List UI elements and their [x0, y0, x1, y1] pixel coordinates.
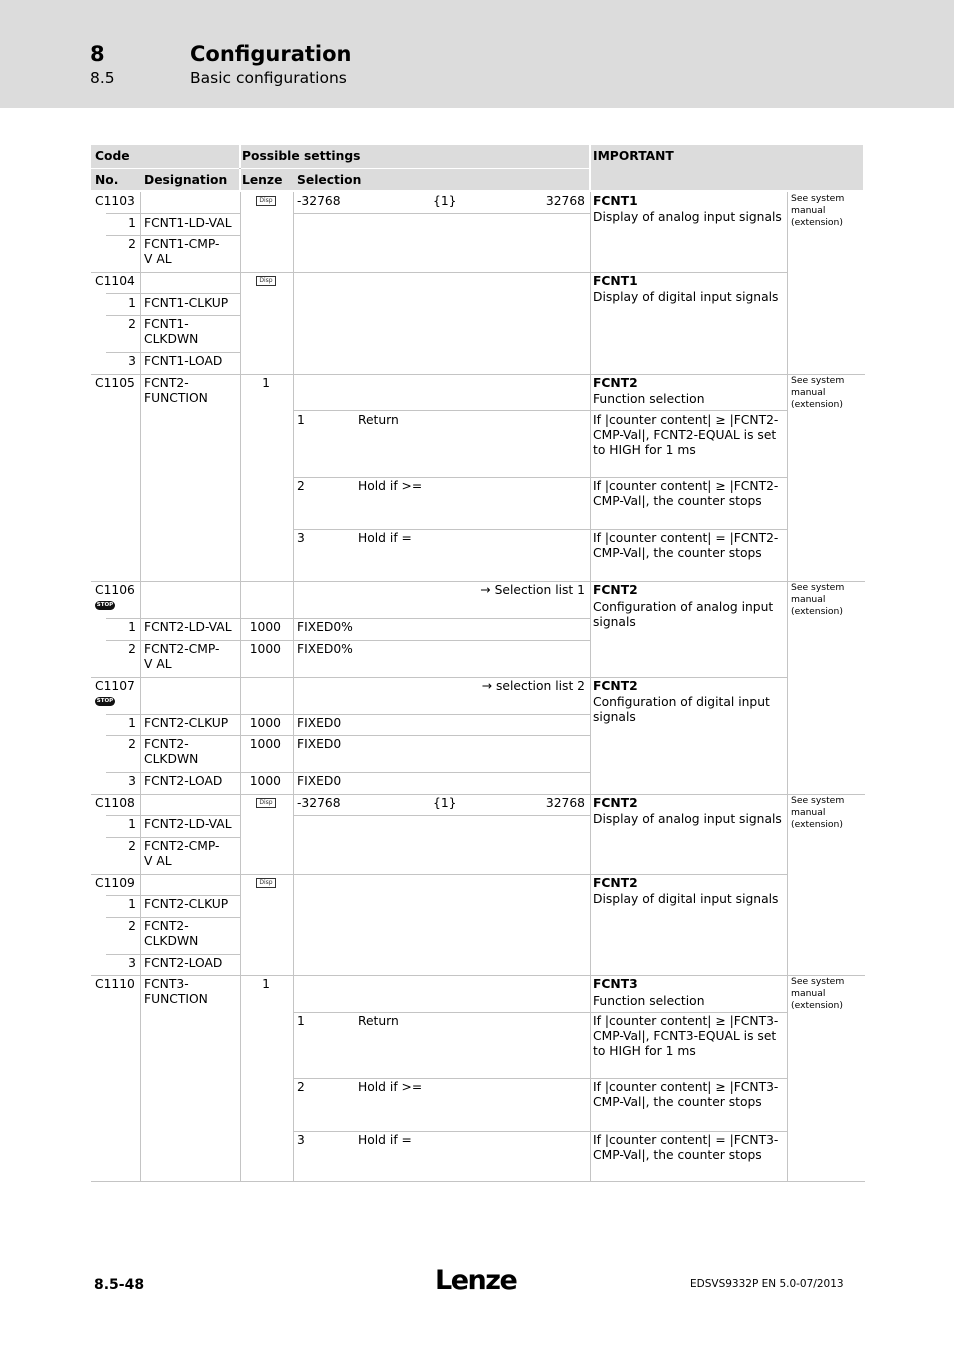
col-header-selection: Selection [297, 173, 362, 187]
important-text: Display of analog input signals [593, 210, 782, 224]
code-c1104: C1104 [95, 274, 135, 288]
important-title: FCNT3 [593, 977, 638, 991]
option-label: Return [358, 413, 399, 427]
chapter-number: 8 [90, 42, 105, 66]
sub-no: 1 [128, 296, 136, 310]
selection-value: FIXED0 [297, 774, 342, 788]
sub-designation: FCNT2-LD-VAL [144, 620, 232, 634]
col-header-no: No. [95, 173, 119, 187]
important-title: FCNT1 [593, 194, 638, 208]
col-header-code: Code [95, 149, 130, 163]
row-divider [106, 815, 240, 816]
row-divider [91, 874, 787, 875]
important-text: Function selection [593, 392, 705, 406]
stop-icon: STOP [96, 602, 114, 608]
row-divider [91, 975, 865, 976]
sub-designation: FCNT1-LD-VAL [144, 216, 232, 230]
header-split [91, 168, 239, 169]
row-divider [106, 640, 590, 641]
row-divider [106, 772, 590, 773]
option-description: If |counter content| = |FCNT3-CMP-Val|, the counter stops [593, 1133, 779, 1162]
lenze-default: 1 [262, 977, 270, 991]
sub-designation: FCNT1-CLKUP [144, 296, 229, 310]
column-divider [293, 192, 294, 1181]
sub-designation: FCNT2-LOAD [144, 774, 223, 788]
important-text: Display of digital input signals [593, 290, 779, 304]
code-c1107: C1107 [95, 679, 135, 693]
lenze-default: 1000 [249, 737, 281, 751]
important-title: FCNT2 [593, 376, 638, 390]
option-label: Return [358, 1014, 399, 1028]
row-divider [91, 374, 865, 375]
row-divider [91, 677, 787, 678]
col-header-lenze: Lenze [242, 173, 283, 187]
row-divider [106, 735, 590, 736]
sub-no: 2 [128, 919, 136, 933]
row-divider [106, 213, 240, 214]
code-c1109: C1109 [95, 876, 135, 890]
important-title: FCNT2 [593, 679, 638, 693]
display-only-icon: Disp [256, 196, 276, 206]
option-label: Hold if >= [358, 479, 423, 493]
lenze-default: 1000 [249, 774, 281, 788]
row-divider [294, 815, 590, 816]
sub-no: 1 [128, 620, 136, 634]
sub-no: 1 [128, 817, 136, 831]
lenze-default: 1 [262, 376, 270, 390]
selection-value: FIXED0 [297, 737, 342, 751]
range-max: 32768 [545, 194, 585, 208]
option-label: Hold if = [358, 1133, 412, 1147]
row-divider [106, 235, 240, 236]
sub-designation: FCNT2- CLKDWN [144, 919, 199, 948]
sub-designation: FCNT2-CMP-V AL [144, 839, 220, 868]
code-c1108: C1108 [95, 796, 135, 810]
option-description: If |counter content| = |FCNT2-CMP-Val|, the counter stops [593, 531, 779, 560]
column-divider [240, 192, 241, 1181]
sub-no: 1 [128, 897, 136, 911]
row-divider [91, 794, 865, 795]
code-c1110: C1110 [95, 977, 135, 991]
row-divider [91, 1181, 865, 1182]
row-divider [106, 954, 240, 955]
sub-designation: FCNT1- CLKDWN [144, 317, 199, 346]
row-divider [106, 352, 240, 353]
header-split [241, 168, 589, 169]
sub-designation: FCNT2- CLKDWN [144, 737, 199, 766]
sub-designation: FCNT2-LOAD [144, 956, 223, 970]
row-divider [294, 213, 590, 214]
row-divider [294, 529, 787, 530]
doc-id: EDSVS9332P EN 5.0-07/2013 [690, 1278, 844, 1290]
lenze-default: 1000 [249, 642, 281, 656]
col-header-important: IMPORTANT [593, 149, 674, 163]
important-title: FCNT2 [593, 876, 638, 890]
chapter-title: Configuration [190, 42, 352, 66]
sub-designation: FCNT2-CLKUP [144, 716, 229, 730]
designation: FCNT3- FUNCTION [144, 977, 208, 1006]
option-label: Hold if >= [358, 1080, 423, 1094]
sub-no: 3 [128, 354, 136, 368]
sub-no: 3 [128, 774, 136, 788]
row-divider [91, 581, 865, 582]
selection-list-ref: → Selection list 1 [480, 583, 585, 597]
column-divider [590, 192, 591, 1181]
code-c1106: C1106 [95, 583, 135, 597]
important-title: FCNT2 [593, 796, 638, 810]
sub-designation: FCNT2-CLKUP [144, 897, 229, 911]
option-value: 2 [297, 1080, 305, 1094]
sub-designation: FCNT1-LOAD [144, 354, 223, 368]
row-divider [106, 895, 240, 896]
option-value: 3 [297, 531, 305, 545]
display-only-icon: Disp [256, 878, 276, 888]
row-divider [294, 1078, 787, 1079]
option-description: If |counter content| ≥ |FCNT3-CMP-Val|, the counter stops [593, 1080, 779, 1109]
sub-designation: FCNT2-LD-VAL [144, 817, 232, 831]
selection-value: FIXED0% [297, 642, 353, 656]
option-value: 1 [297, 413, 305, 427]
option-label: Hold if = [358, 531, 412, 545]
important-text: Display of digital input signals [593, 892, 779, 906]
sub-no: 2 [128, 642, 136, 656]
sub-no: 2 [128, 839, 136, 853]
important-text: Configuration of digital input signals [593, 695, 770, 724]
column-divider [140, 192, 141, 1181]
sub-no: 1 [128, 716, 136, 730]
column-divider [787, 192, 788, 1181]
page-number: 8.5-48 [94, 1277, 145, 1293]
sub-no: 1 [128, 216, 136, 230]
option-description: If |counter content| ≥ |FCNT2-CMP-Val|, the counter stops [593, 479, 779, 508]
display-only-icon: Disp [256, 276, 276, 286]
see-system-manual: See system manual (extension) [791, 193, 845, 228]
row-divider [294, 1131, 787, 1132]
display-only-icon: Disp [256, 798, 276, 808]
option-description: If |counter content| ≥ |FCNT2-CMP-Val|, FCNT2-EQUAL is set to HIGH for 1 ms [593, 413, 779, 457]
important-title: FCNT1 [593, 274, 638, 288]
see-system-manual: See system manual (extension) [791, 795, 845, 830]
sub-designation: FCNT2-CMP-V AL [144, 642, 220, 671]
page-header [0, 0, 954, 108]
lenze-default: 1000 [249, 716, 281, 730]
sub-designation: FCNT1-CMP-V AL [144, 237, 220, 266]
selection-value: FIXED0% [297, 620, 353, 634]
important-title: FCNT2 [593, 583, 638, 597]
range-step: {1} [433, 194, 457, 208]
sub-no: 2 [128, 237, 136, 251]
col-header-designation: Designation [144, 173, 228, 187]
designation: FCNT2- FUNCTION [144, 376, 208, 405]
important-text: Function selection [593, 994, 705, 1008]
lenze-logo: Lenze [435, 1265, 517, 1296]
option-value: 2 [297, 479, 305, 493]
row-divider [106, 917, 240, 918]
row-divider [294, 410, 787, 411]
see-system-manual: See system manual (extension) [791, 976, 845, 1011]
range-max: 32768 [545, 796, 585, 810]
option-value: 3 [297, 1133, 305, 1147]
range-min: -32768 [297, 796, 341, 810]
row-divider [294, 1012, 787, 1013]
section-number: 8.5 [90, 69, 115, 87]
option-description: If |counter content| ≥ |FCNT3-CMP-Val|, FCNT3-EQUAL is set to HIGH for 1 ms [593, 1014, 779, 1058]
range-min: -32768 [297, 194, 341, 208]
row-divider [106, 837, 240, 838]
col-header-possible: Possible settings [242, 149, 361, 163]
see-system-manual: See system manual (extension) [791, 375, 845, 410]
sub-no: 2 [128, 737, 136, 751]
see-system-manual: See system manual (extension) [791, 582, 845, 617]
row-divider [106, 618, 590, 619]
row-divider [91, 272, 787, 273]
sub-no: 3 [128, 956, 136, 970]
option-value: 1 [297, 1014, 305, 1028]
range-step: {1} [433, 796, 457, 810]
stop-icon: STOP [96, 698, 114, 704]
row-divider [106, 315, 240, 316]
important-text: Configuration of analog input signals [593, 600, 774, 629]
code-c1103: C1103 [95, 194, 135, 208]
lenze-default: 1000 [249, 620, 281, 634]
code-c1105: C1105 [95, 376, 135, 390]
row-divider [106, 293, 240, 294]
row-divider [106, 714, 590, 715]
selection-value: FIXED0 [297, 716, 342, 730]
important-text: Display of analog input signals [593, 812, 782, 826]
sub-no: 2 [128, 317, 136, 331]
row-divider [294, 477, 787, 478]
section-title: Basic configurations [190, 69, 347, 87]
selection-list-ref: → selection list 2 [481, 679, 585, 693]
